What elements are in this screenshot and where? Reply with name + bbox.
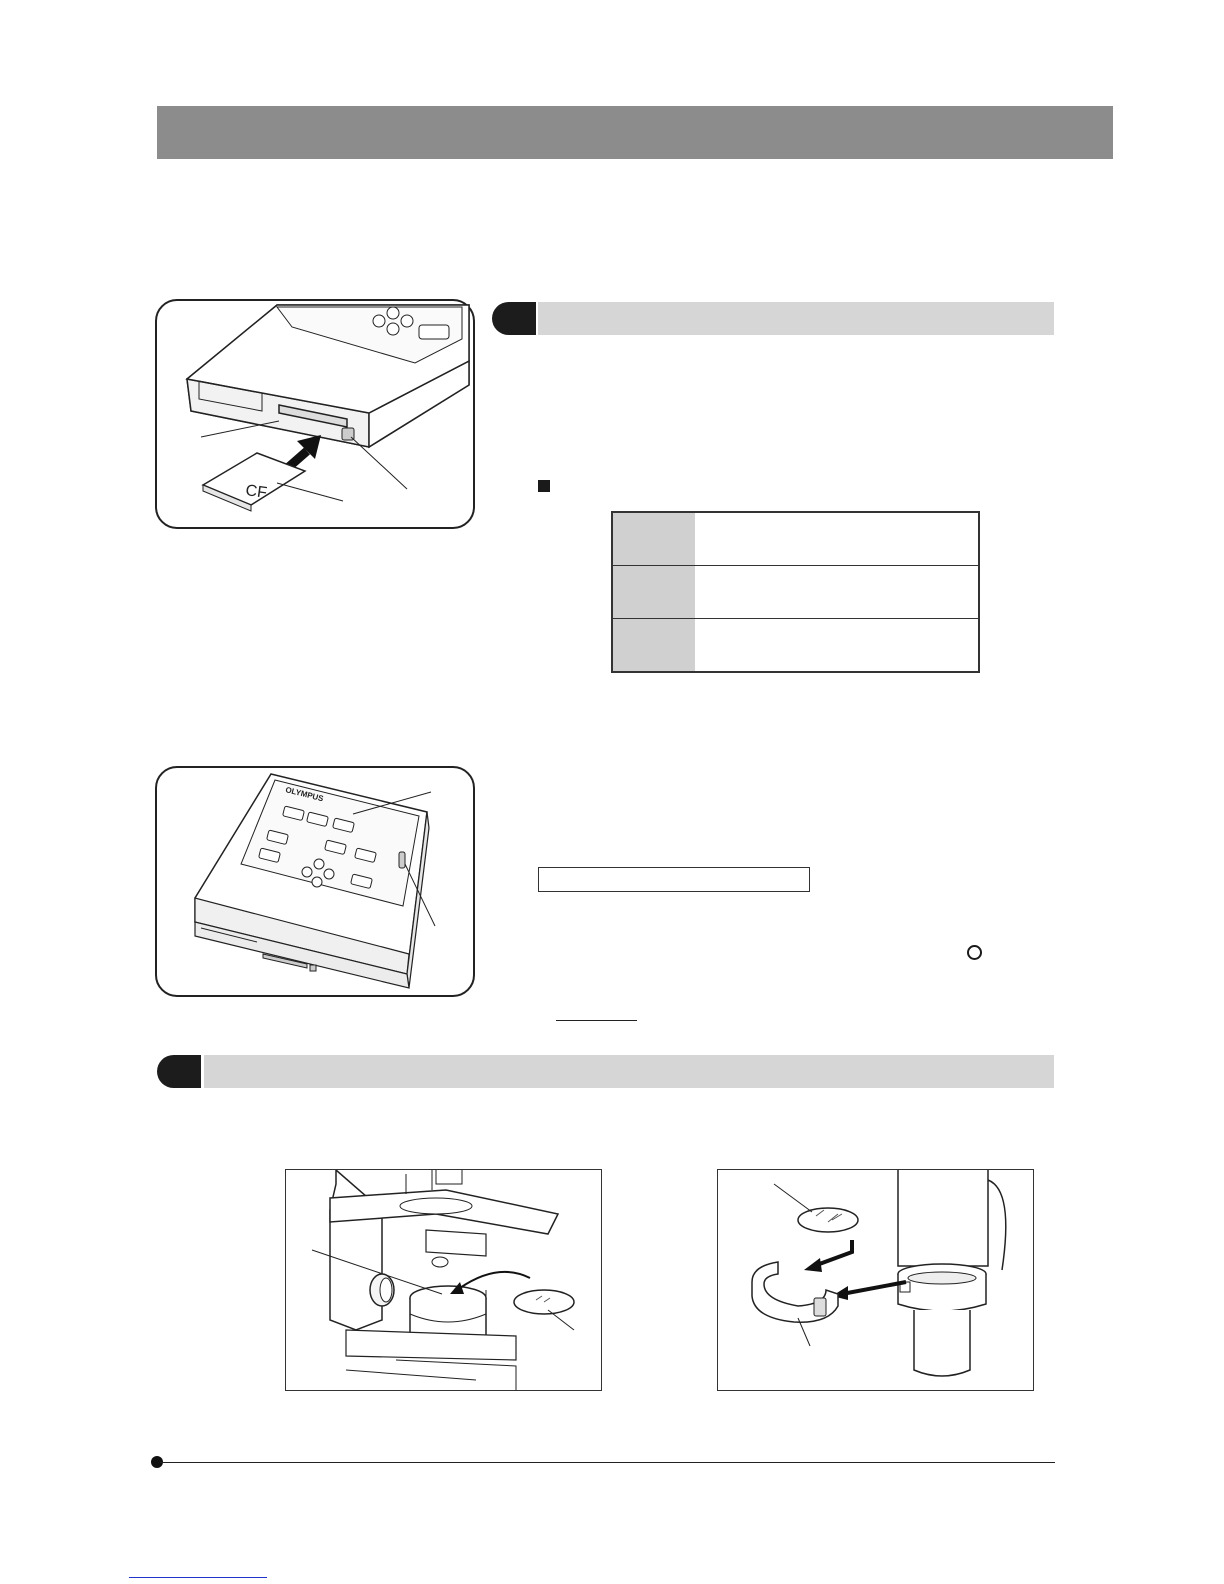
figure-cf-card-insertion [155, 299, 475, 529]
arrow-up-icon [387, 307, 399, 319]
note-box [538, 867, 810, 892]
arrow-right-icon [401, 315, 413, 327]
figure-microscope-filter [285, 1169, 602, 1391]
square-bullet-icon [538, 480, 550, 492]
controller-brand-logo: OLYMPUS [284, 785, 325, 804]
table-row [612, 566, 979, 619]
microscope-filter-illustration [286, 1170, 601, 1390]
figure-controller [155, 766, 475, 997]
section-2-badge [157, 1055, 201, 1088]
table-row [612, 512, 979, 566]
footer-rule [160, 1462, 1055, 1463]
underline-mark [556, 1020, 637, 1021]
info-table [611, 511, 980, 673]
circle-icon [967, 945, 982, 960]
arrow-left-icon [373, 315, 385, 327]
section-1-badge [492, 302, 536, 335]
cf-card-label: CF [244, 482, 268, 502]
arrow-down-icon [387, 323, 399, 335]
cf-card-insertion-illustration [157, 301, 473, 527]
filter-ring-illustration [718, 1170, 1033, 1390]
controller-illustration [157, 768, 473, 995]
section-2-header-bar [204, 1055, 1054, 1088]
figure-filter-ring [717, 1169, 1034, 1391]
page-title-bar [157, 106, 1113, 159]
table-row [612, 619, 979, 673]
section-1-header-bar [538, 302, 1054, 335]
link-underline [129, 1577, 267, 1578]
